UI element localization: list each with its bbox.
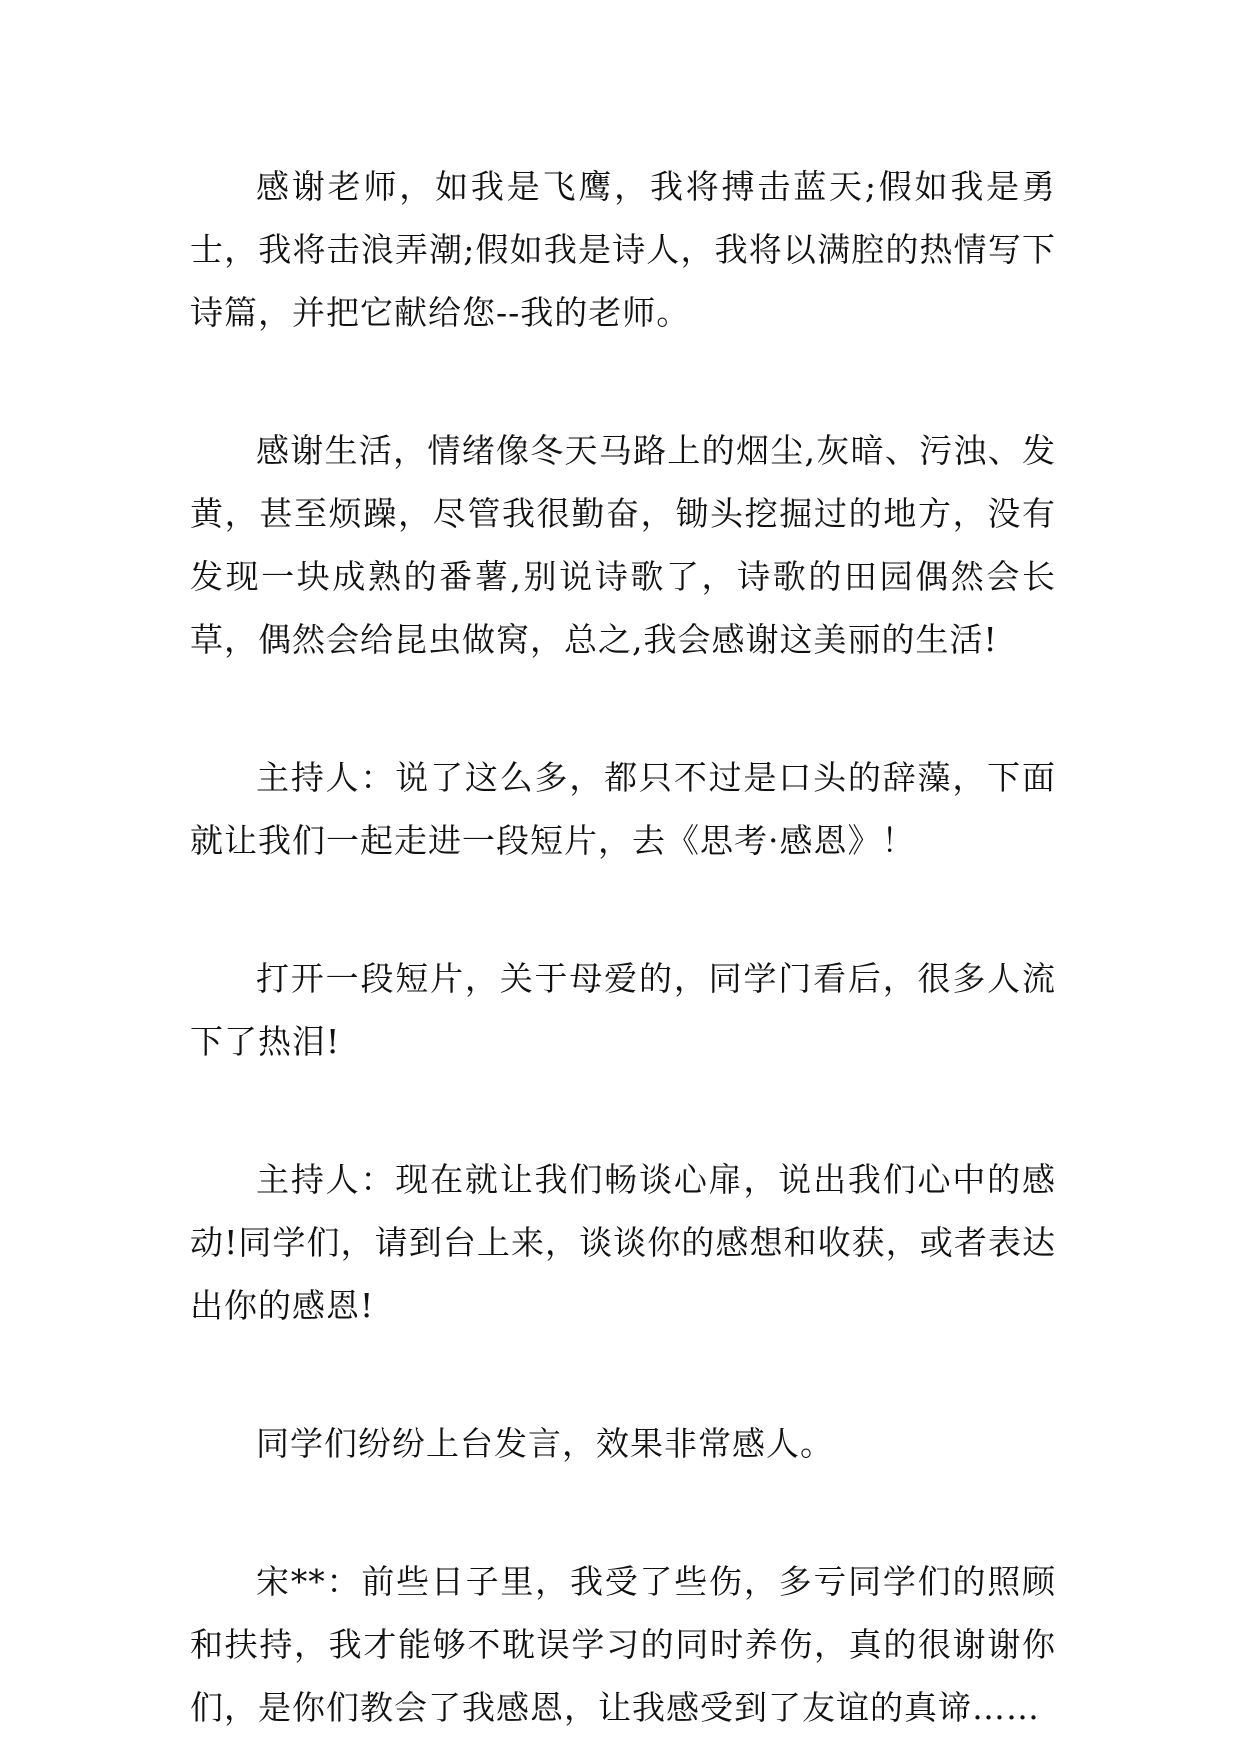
- paragraph-students-speak: 同学们纷纷上台发言，效果非常感人。: [256, 1424, 834, 1463]
- paragraph-host-intro-film: 主持人：说了这么多，都只不过是口头的辞藻，下面就让我们一起走进一段短片，去《思考·感恩》！: [190, 758, 1056, 860]
- paragraph-film-description: 打开一段短片，关于母爱的，同学门看后，很多人流下了热泪!: [190, 959, 1056, 1061]
- paragraph-thank-teacher: 感谢老师，如我是飞鹰，我将搏击蓝天;假如我是勇士，我将击浪弄潮;假如我是诗人，我将以满腔的热情写下诗篇，并把它献给您--我的老师。: [190, 167, 1056, 332]
- paragraph-song-speech: 宋**：前些日子里，我受了些伤，多亏同学们的照顾和扶持，我才能够不耽误学习的同时养伤，真的很谢谢你们，是你们教会了我感恩，让我感受到了友谊的真谛……: [190, 1562, 1056, 1727]
- paragraph-host-invite: 主持人：现在就让我们畅谈心扉，说出我们心中的感动!同学们，请到台上来，谈谈你的感想和收获，或者表达出你的感恩!: [190, 1160, 1056, 1325]
- document-body: [190, 155, 1056, 1739]
- paragraph-thank-life: 感谢生活，情绪像冬天马路上的烟尘,灰暗、污浊、发黄，甚至烦躁，尽管我很勤奋，锄头挖掘过的地方，没有发现一块成熟的番薯,别说诗歌了，诗歌的田园偶然会长草，偶然会给昆虫做窝，总之,我会感谢这美丽的生活!: [190, 431, 1056, 659]
